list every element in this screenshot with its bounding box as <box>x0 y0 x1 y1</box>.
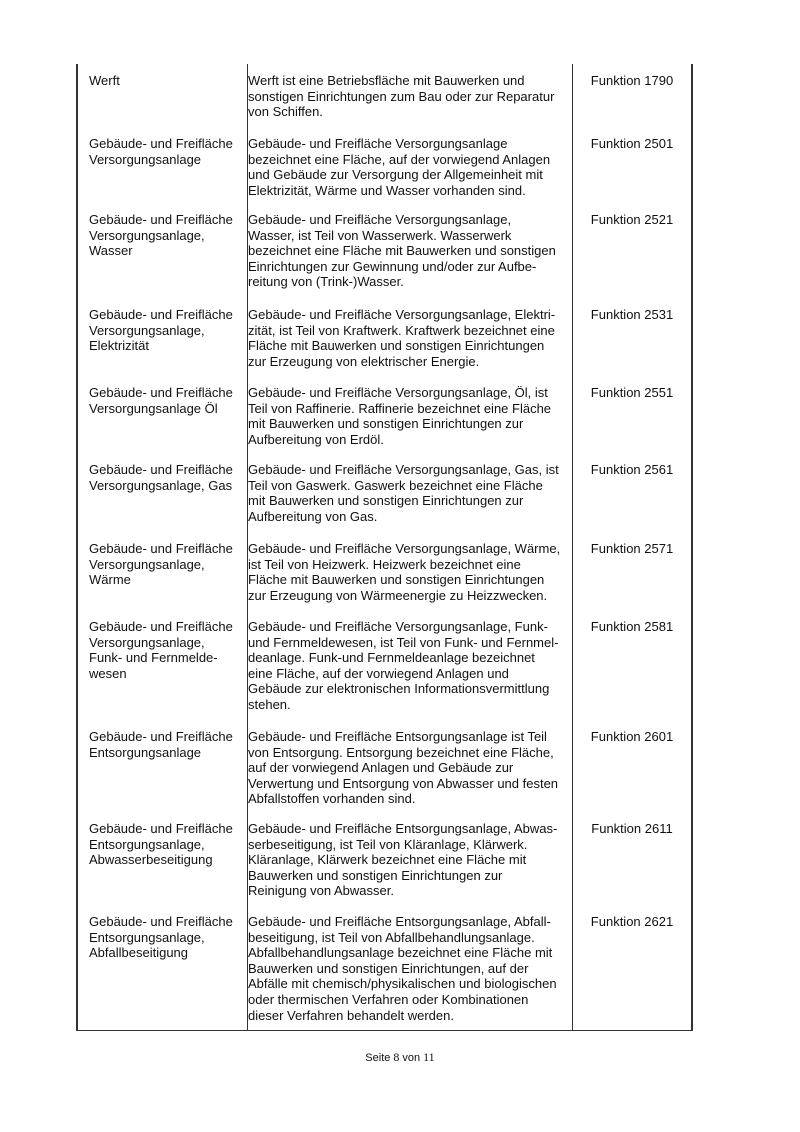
term-cell: Gebäude- und Freifläche Versorgungsanlage Öl <box>89 385 233 416</box>
definition-cell: Gebäude- und Freifläche Versorgungsanlage, Wasser, ist Teil von Wasserwerk. Wasserwerk bezeichnet eine Fläche mit Bauwerken und sonstigen Einrichtungen zur Gewinnung und/oder zur Aufbe- reitung von (Trink-)Wasser. <box>248 212 556 290</box>
function-code-cell: Funktion 2581 <box>590 619 674 634</box>
definition-cell: Werft ist eine Betriebsfläche mit Bauwerken und sonstigen Einrichtungen zum Bau oder zur Reparatur von Schiffen. <box>248 73 555 120</box>
function-code-cell: Funktion 2561 <box>590 462 674 477</box>
definition-cell: Gebäude- und Freifläche Entsorgungsanlage, Abwas- serbeseitigung, ist Teil von Kläranlage, Klärwerk. Kläranlage, Klärwerk bezeichnet eine Fläche mit Bauwerken und sonstigen Einrichtungen zur Reinigung von Abwasser. <box>248 821 558 899</box>
table-right-border <box>691 64 693 1031</box>
definition-cell: Gebäude- und Freifläche Versorgungsanlage, Elektri- zität, ist Teil von Kraftwerk. Kraftwerk bezeichnet eine Fläche mit Bauwerken und sonstigen Einrichtungen zur Erzeugung von elektrischer Energie. <box>248 307 556 369</box>
definition-cell: Gebäude- und Freifläche Entsorgungsanlage, Abfall- beseitigung, ist Teil von Abfallbehandlungsanlage. Abfallbehandlungsanlage bezeichnet eine Fläche mit Bauwerken und sonstigen Einrichtungen, auf der Abfälle mit chemisch/physikalischen und biologischen oder thermischen Verfahren oder Kombinationen dieser Verfahren behandelt werden. <box>248 914 557 1023</box>
definition-table <box>76 64 692 1031</box>
term-cell: Gebäude- und Freifläche Versorgungsanlage, Gas <box>89 462 233 493</box>
page-number: 8 <box>393 1050 400 1064</box>
function-code-cell: Funktion 2611 <box>591 821 673 836</box>
term-cell: Gebäude- und Freifläche Entsorgungsanlage, Abfallbeseitigung <box>89 914 233 961</box>
function-code-cell: Funktion 1790 <box>590 73 674 88</box>
page-label: Seite <box>365 1052 391 1064</box>
definition-cell: Gebäude- und Freifläche Versorgungsanlage, Wärme, ist Teil von Heizwerk. Heizwerk bezeichnet eine Fläche mit Bauwerken und sonstigen Einrichtungen zur Erzeugung von Wärmeenergie zu Heizzwecken. <box>248 541 561 603</box>
definition-cell: Gebäude- und Freifläche Versorgungsanlage, Gas, ist Teil von Gaswerk. Gaswerk bezeichnet eine Fläche mit Bauwerken und sonstigen Einrichtungen zur Aufbereitung von Gas. <box>248 462 559 524</box>
function-code-cell: Funktion 2531 <box>590 307 674 322</box>
term-cell: Werft <box>89 73 120 88</box>
term-cell: Gebäude- und Freifläche Entsorgungsanlage, Abwasserbeseitigung <box>89 821 233 868</box>
term-cell: Gebäude- und Freifläche Entsorgungsanlage <box>89 729 233 760</box>
function-code-cell: Funktion 2521 <box>590 212 674 227</box>
function-code-cell: Funktion 2621 <box>590 914 674 929</box>
definition-cell: Gebäude- und Freifläche Versorgungsanlage, Öl, ist Teil von Raffinerie. Raffinerie bezeichnet eine Fläche mit Bauwerken und sonstigen Einrichtungen zur Aufbereitung von Erdöl. <box>248 385 552 447</box>
page-of-label: von <box>402 1052 421 1064</box>
function-code-cell: Funktion 2501 <box>590 136 674 151</box>
term-cell: Gebäude- und Freifläche Versorgungsanlage, Funk- und Fernmelde- wesen <box>89 619 233 681</box>
table-left-border <box>76 64 78 1031</box>
definition-cell: Gebäude- und Freifläche Versorgungsanlage bezeichnet eine Fläche, auf der vorwiegend Anlagen und Gebäude zur Versorgung der Allgemeinheit mit Elektrizität, Wärme und Wasser vorhanden sind. <box>248 136 551 198</box>
table-bottom-border <box>76 1030 692 1032</box>
page-total: 11 <box>423 1050 435 1064</box>
term-cell: Gebäude- und Freifläche Versorgungsanlage, Wasser <box>89 212 233 259</box>
definition-cell: Gebäude- und Freifläche Entsorgungsanlage ist Teil von Entsorgung. Entsorgung bezeichnet eine Fläche, auf der vorwiegend Anlagen und Gebäude zur Verwertung und Entsorgung von Abwasser und festen Abfallstoffen vorhanden sind. <box>248 729 559 807</box>
function-code-cell: Funktion 2571 <box>590 541 674 556</box>
term-cell: Gebäude- und Freifläche Versorgungsanlage, Elektrizität <box>89 307 233 354</box>
definition-cell: Gebäude- und Freifläche Versorgungsanlage, Funk- und Fernmeldewesen, ist Teil von Funk- und Fernmel- deanlage. Funk-und Fernmeldeanlage bezeichnet eine Fläche, auf der vorwiegend Anlagen und Gebäude zur elektronischen Informationsvermittlung stehen. <box>248 619 559 712</box>
term-cell: Gebäude- und Freifläche Versorgungsanlage <box>89 136 233 167</box>
page-footer <box>0 1050 800 1067</box>
function-code-cell: Funktion 2601 <box>590 729 674 744</box>
term-cell: Gebäude- und Freifläche Versorgungsanlage, Wärme <box>89 541 233 588</box>
function-code-cell: Funktion 2551 <box>590 385 674 400</box>
